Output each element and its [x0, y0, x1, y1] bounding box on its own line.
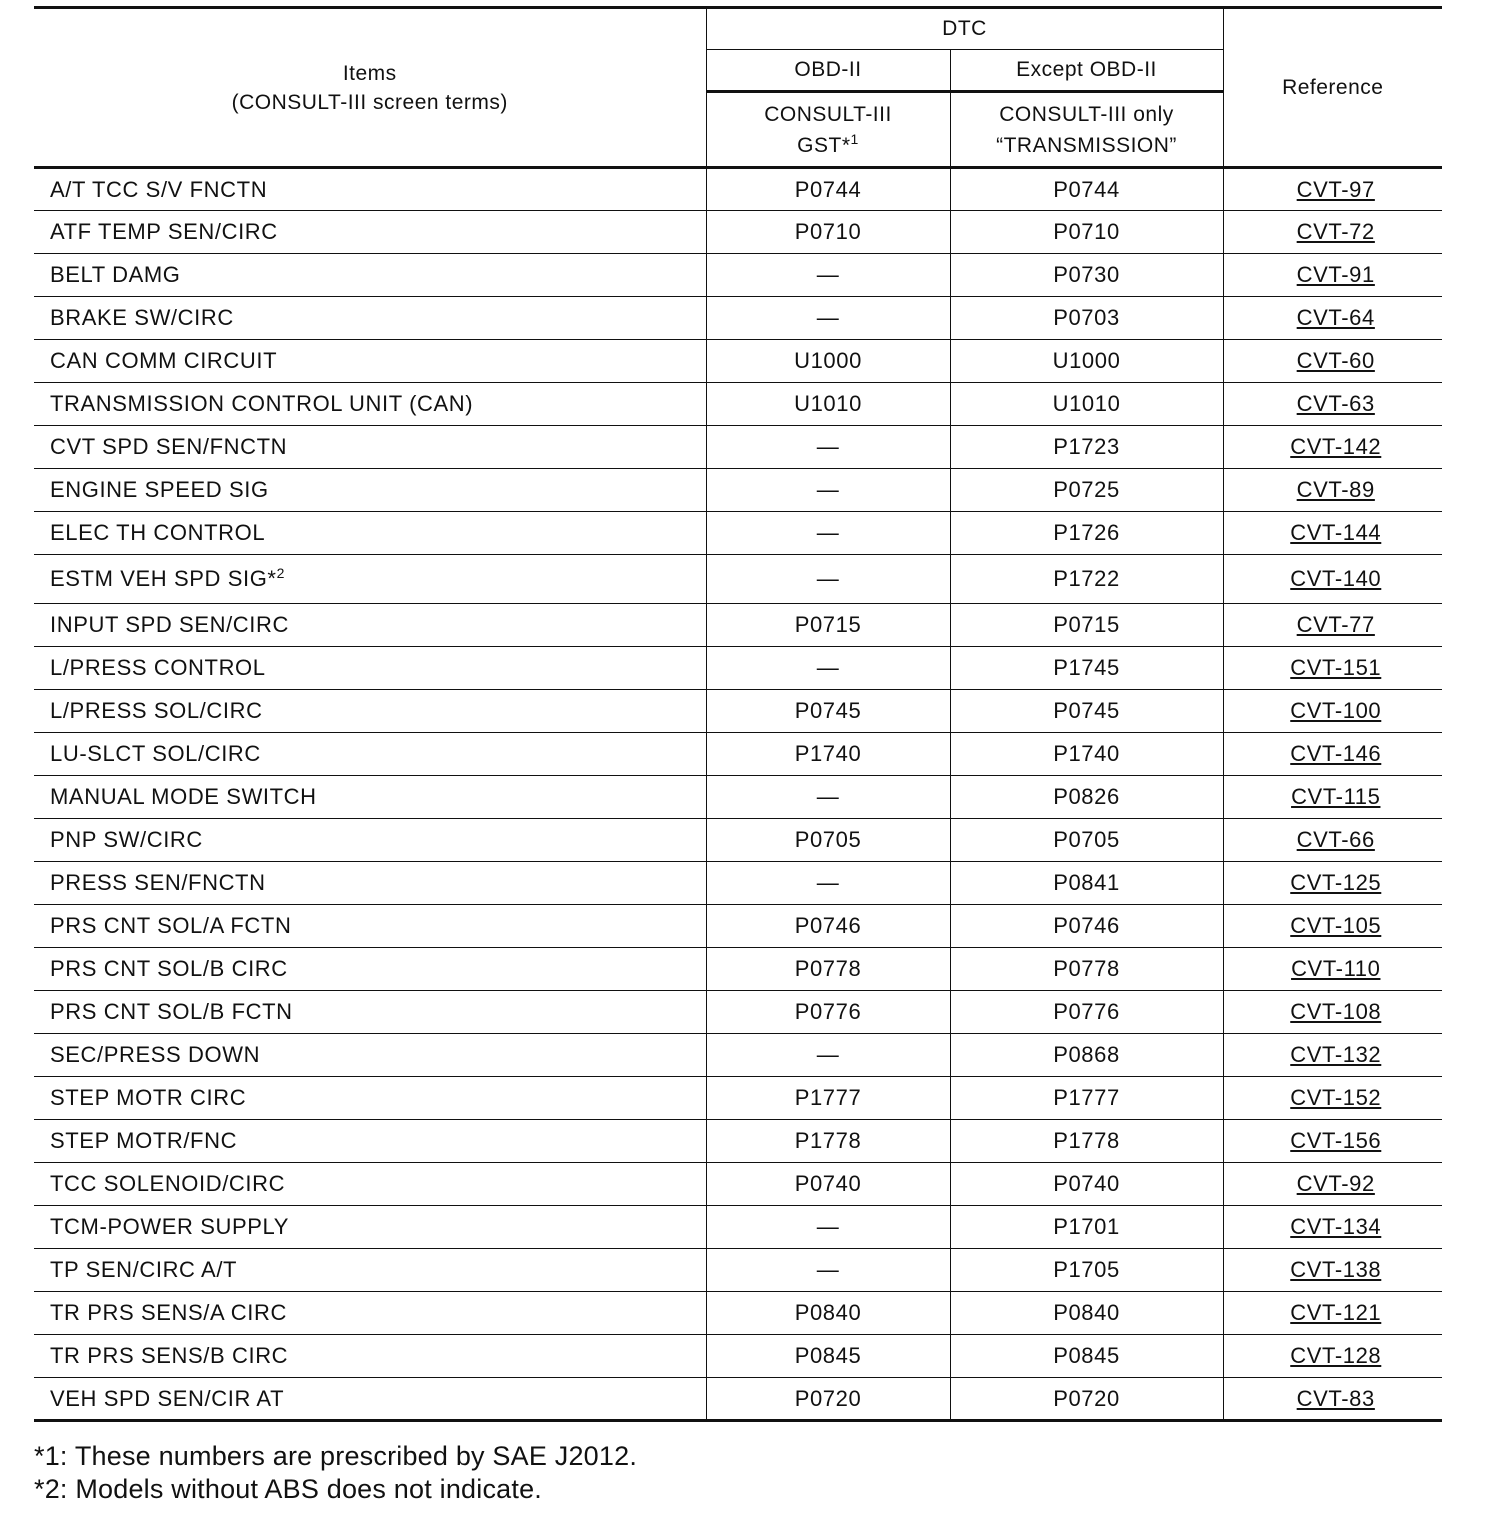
item-label: SEC/PRESS DOWN: [50, 1042, 261, 1067]
reference-link[interactable]: CVT-110: [1291, 956, 1381, 981]
table-row: [34, 426, 1442, 469]
item-label: L/PRESS CONTROL: [50, 655, 266, 680]
table-row: [34, 991, 1442, 1034]
reference-link[interactable]: CVT-63: [1296, 391, 1375, 416]
except-code-cell: P1723: [950, 426, 1223, 469]
reference-link[interactable]: CVT-64: [1296, 305, 1375, 330]
reference-link[interactable]: CVT-91: [1296, 262, 1375, 287]
item-cell: [34, 254, 706, 297]
obd-code-cell: P0776: [706, 991, 950, 1034]
obd-code-cell: P0710: [706, 211, 950, 254]
obd-code-cell: P0715: [706, 604, 950, 647]
except-code-cell: P0710: [950, 211, 1223, 254]
obd-header: OBD-II: [706, 50, 950, 92]
item-label: LU-SLCT SOL/CIRC: [50, 741, 261, 766]
reference-link[interactable]: CVT-115: [1291, 784, 1381, 809]
reference-link[interactable]: CVT-128: [1290, 1343, 1382, 1368]
item-label: INPUT SPD SEN/CIRC: [50, 612, 289, 637]
table-row: [34, 211, 1442, 254]
except-code-cell: P1726: [950, 512, 1223, 555]
item-label: BELT DAMG: [50, 262, 181, 287]
except-code-cell: P1745: [950, 647, 1223, 690]
item-label: PNP SW/CIRC: [50, 827, 203, 852]
item-cell: [34, 905, 706, 948]
reference-cell: [1223, 1034, 1442, 1077]
item-label: TRANSMISSION CONTROL UNIT (CAN): [50, 391, 474, 416]
obd-code-cell: —: [706, 776, 950, 819]
obd-subheader-footnote: 1: [850, 130, 859, 147]
reference-cell: [1223, 426, 1442, 469]
except-code-cell: P0725: [950, 469, 1223, 512]
item-label: PRS CNT SOL/B CIRC: [50, 956, 288, 981]
item-label: TCC SOLENOID/CIRC: [50, 1171, 286, 1196]
item-cell: [34, 1163, 706, 1206]
item-label: TCM-POWER SUPPLY: [50, 1214, 289, 1239]
item-cell: [34, 1206, 706, 1249]
reference-link[interactable]: CVT-83: [1296, 1385, 1375, 1411]
reference-link[interactable]: CVT-105: [1290, 913, 1382, 938]
item-label: BRAKE SW/CIRC: [50, 305, 234, 330]
table-row: [34, 1163, 1442, 1206]
table-row: [34, 1206, 1442, 1249]
obd-code-cell: P1777: [706, 1077, 950, 1120]
obd-code-cell: —: [706, 512, 950, 555]
reference-link[interactable]: CVT-140: [1290, 566, 1382, 591]
reference-cell: [1223, 512, 1442, 555]
table-body: [34, 168, 1442, 1421]
reference-link[interactable]: CVT-100: [1290, 698, 1382, 723]
item-cell: [34, 383, 706, 426]
item-label: TR PRS SENS/A CIRC: [50, 1300, 287, 1325]
reference-link[interactable]: CVT-77: [1296, 612, 1375, 637]
item-cell: [34, 340, 706, 383]
except-code-cell: P0720: [950, 1378, 1223, 1421]
item-label: STEP MOTR/FNC: [50, 1128, 238, 1153]
obd-code-cell: U1000: [706, 340, 950, 383]
table-row: [34, 733, 1442, 776]
dtc-table: [34, 6, 1442, 1422]
reference-cell: [1223, 1292, 1442, 1335]
obd-code-cell: P0746: [706, 905, 950, 948]
reference-link[interactable]: CVT-125: [1290, 870, 1382, 895]
table-row: [34, 690, 1442, 733]
reference-cell: [1223, 690, 1442, 733]
reference-link[interactable]: CVT-108: [1290, 999, 1382, 1024]
except-code-cell: P0746: [950, 905, 1223, 948]
reference-cell: [1223, 991, 1442, 1034]
reference-cell: [1223, 647, 1442, 690]
item-cell: [34, 1378, 706, 1421]
except-obd-header: Except OBD-II: [950, 50, 1223, 92]
table-row: [34, 1378, 1442, 1421]
reference-cell: [1223, 254, 1442, 297]
item-label: PRESS SEN/FNCTN: [50, 870, 266, 895]
except-code-cell: P1777: [950, 1077, 1223, 1120]
except-code-cell: P0715: [950, 604, 1223, 647]
except-code-cell: P0841: [950, 862, 1223, 905]
obd-code-cell: P0845: [706, 1335, 950, 1378]
except-code-cell: P0778: [950, 948, 1223, 991]
item-cell: [34, 776, 706, 819]
item-cell: [34, 469, 706, 512]
obd-code-cell: P0778: [706, 948, 950, 991]
except-code-cell: P0826: [950, 776, 1223, 819]
table-row: [34, 1077, 1442, 1120]
item-label: TP SEN/CIRC A/T: [50, 1257, 238, 1282]
except-code-cell: P0740: [950, 1163, 1223, 1206]
except-subheader: [950, 92, 1223, 168]
reference-cell: [1223, 383, 1442, 426]
table-row: [34, 776, 1442, 819]
table-header: [34, 8, 1442, 168]
obd-code-cell: P0840: [706, 1292, 950, 1335]
except-code-cell: P0868: [950, 1034, 1223, 1077]
item-cell: [34, 819, 706, 862]
item-label: ESTM VEH SPD SIG*: [50, 566, 277, 591]
table-row: [34, 1292, 1442, 1335]
except-code-cell: P0730: [950, 254, 1223, 297]
reference-link[interactable]: CVT-138: [1290, 1257, 1382, 1282]
item-cell: [34, 1120, 706, 1163]
reference-cell: [1223, 1335, 1442, 1378]
item-footnote: 2: [276, 565, 285, 581]
item-label: PRS CNT SOL/A FCTN: [50, 913, 292, 938]
table-row: [34, 469, 1442, 512]
item-cell: [34, 690, 706, 733]
item-cell: [34, 1335, 706, 1378]
reference-link[interactable]: CVT-92: [1296, 1171, 1375, 1196]
obd-code-cell: —: [706, 1034, 950, 1077]
except-code-cell: P0705: [950, 819, 1223, 862]
reference-cell: [1223, 905, 1442, 948]
dtc-header: DTC: [706, 8, 1223, 50]
reference-link[interactable]: CVT-132: [1290, 1042, 1382, 1067]
reference-link[interactable]: CVT-121: [1290, 1300, 1382, 1325]
item-label: L/PRESS SOL/CIRC: [50, 698, 263, 723]
item-label: ELEC TH CONTROL: [50, 520, 266, 545]
except-code-cell: P0744: [950, 168, 1223, 211]
table-row: [34, 512, 1442, 555]
items-header-line2: (CONSULT-III screen terms): [231, 90, 508, 114]
obd-subheader: [706, 92, 950, 168]
obd-code-cell: —: [706, 297, 950, 340]
table-row: [34, 819, 1442, 862]
reference-link[interactable]: CVT-144: [1290, 520, 1382, 545]
table-row: [34, 383, 1442, 426]
obd-code-cell: —: [706, 426, 950, 469]
except-subheader-line1: CONSULT-III only: [999, 102, 1174, 126]
obd-code-cell: U1010: [706, 383, 950, 426]
footnote-2: *2: Models without ABS does not indicate.: [34, 1474, 543, 1504]
reference-link[interactable]: CVT-89: [1296, 477, 1375, 502]
obd-code-cell: —: [706, 555, 950, 604]
except-code-cell: P0745: [950, 690, 1223, 733]
table-row: [34, 905, 1442, 948]
table-row: [34, 1249, 1442, 1292]
reference-cell: [1223, 340, 1442, 383]
reference-cell: [1223, 1163, 1442, 1206]
item-cell: [34, 604, 706, 647]
table-row: [34, 647, 1442, 690]
table-row: [34, 297, 1442, 340]
item-cell: [34, 647, 706, 690]
table-row: [34, 555, 1442, 604]
footnote-1: *1: These numbers are prescribed by SAE J2012.: [34, 1441, 638, 1471]
obd-code-cell: —: [706, 1206, 950, 1249]
table-row: [34, 340, 1442, 383]
item-cell: [34, 733, 706, 776]
obd-code-cell: P0705: [706, 819, 950, 862]
reference-link[interactable]: CVT-152: [1290, 1085, 1382, 1110]
table-row: [34, 862, 1442, 905]
reference-link[interactable]: CVT-142: [1290, 434, 1382, 459]
except-code-cell: P0845: [950, 1335, 1223, 1378]
item-cell: [34, 991, 706, 1034]
except-code-cell: P1778: [950, 1120, 1223, 1163]
reference-cell: [1223, 168, 1442, 211]
except-code-cell: P1701: [950, 1206, 1223, 1249]
table-row: [34, 168, 1442, 211]
obd-code-cell: —: [706, 254, 950, 297]
item-cell: [34, 1249, 706, 1292]
reference-cell: [1223, 776, 1442, 819]
item-label: VEH SPD SEN/CIR AT: [50, 1385, 285, 1411]
except-code-cell: P0776: [950, 991, 1223, 1034]
item-cell: [34, 426, 706, 469]
reference-cell: [1223, 604, 1442, 647]
except-code-cell: P1705: [950, 1249, 1223, 1292]
obd-code-cell: —: [706, 1249, 950, 1292]
item-cell: [34, 948, 706, 991]
reference-cell: [1223, 1378, 1442, 1421]
reference-cell: [1223, 1249, 1442, 1292]
item-cell: [34, 297, 706, 340]
reference-link[interactable]: CVT-156: [1290, 1128, 1382, 1153]
reference-cell: [1223, 733, 1442, 776]
table-row: [34, 1335, 1442, 1378]
item-cell: [34, 211, 706, 254]
obd-subheader-line2: GST*: [797, 133, 851, 157]
reference-cell: [1223, 819, 1442, 862]
item-cell: [34, 1292, 706, 1335]
obd-code-cell: P1778: [706, 1120, 950, 1163]
except-code-cell: P1722: [950, 555, 1223, 604]
except-code-cell: U1010: [950, 383, 1223, 426]
reference-header: Reference: [1223, 8, 1442, 168]
table-row: [34, 254, 1442, 297]
reference-link[interactable]: CVT-66: [1296, 827, 1375, 852]
reference-cell: [1223, 555, 1442, 604]
item-cell: [34, 512, 706, 555]
item-cell: [34, 168, 706, 211]
table-row: [34, 1034, 1442, 1077]
reference-link[interactable]: CVT-146: [1290, 741, 1382, 766]
reference-cell: [1223, 1120, 1442, 1163]
item-label: ATF TEMP SEN/CIRC: [50, 219, 278, 244]
item-label: PRS CNT SOL/B FCTN: [50, 999, 293, 1024]
item-cell: [34, 555, 706, 604]
obd-code-cell: P0720: [706, 1378, 950, 1421]
reference-link[interactable]: CVT-72: [1296, 219, 1375, 244]
item-label: A/T TCC S/V FNCTN: [50, 176, 268, 202]
obd-code-cell: —: [706, 647, 950, 690]
item-label: CVT SPD SEN/FNCTN: [50, 434, 288, 459]
except-code-cell: U1000: [950, 340, 1223, 383]
reference-cell: [1223, 948, 1442, 991]
obd-subheader-line1: CONSULT-III: [764, 102, 892, 126]
reference-link[interactable]: CVT-134: [1290, 1214, 1382, 1239]
item-label: ENGINE SPEED SIG: [50, 477, 269, 502]
item-cell: [34, 1077, 706, 1120]
table-row: [34, 1120, 1442, 1163]
obd-code-cell: P0744: [706, 168, 950, 211]
footnotes: [34, 1440, 637, 1506]
item-cell: [34, 1034, 706, 1077]
obd-code-cell: P0745: [706, 690, 950, 733]
reference-cell: [1223, 211, 1442, 254]
reference-link[interactable]: CVT-97: [1296, 176, 1375, 202]
reference-link[interactable]: CVT-60: [1296, 348, 1375, 373]
table-row: [34, 948, 1442, 991]
reference-cell: [1223, 862, 1442, 905]
except-subheader-line2: “TRANSMISSION”: [996, 133, 1177, 157]
items-header-line1: Items: [342, 61, 397, 85]
reference-cell: [1223, 1077, 1442, 1120]
reference-cell: [1223, 297, 1442, 340]
item-label: MANUAL MODE SWITCH: [50, 784, 317, 809]
obd-code-cell: P1740: [706, 733, 950, 776]
except-code-cell: P0840: [950, 1292, 1223, 1335]
reference-link[interactable]: CVT-151: [1290, 655, 1382, 680]
except-code-cell: P1740: [950, 733, 1223, 776]
except-code-cell: P0703: [950, 297, 1223, 340]
obd-code-cell: P0740: [706, 1163, 950, 1206]
table-row: [34, 604, 1442, 647]
item-label: CAN COMM CIRCUIT: [50, 348, 278, 373]
item-label: STEP MOTR CIRC: [50, 1085, 247, 1110]
items-header: [34, 8, 706, 168]
reference-cell: [1223, 1206, 1442, 1249]
item-cell: [34, 862, 706, 905]
obd-code-cell: —: [706, 862, 950, 905]
item-label: TR PRS SENS/B CIRC: [50, 1343, 289, 1368]
obd-code-cell: —: [706, 469, 950, 512]
reference-cell: [1223, 469, 1442, 512]
